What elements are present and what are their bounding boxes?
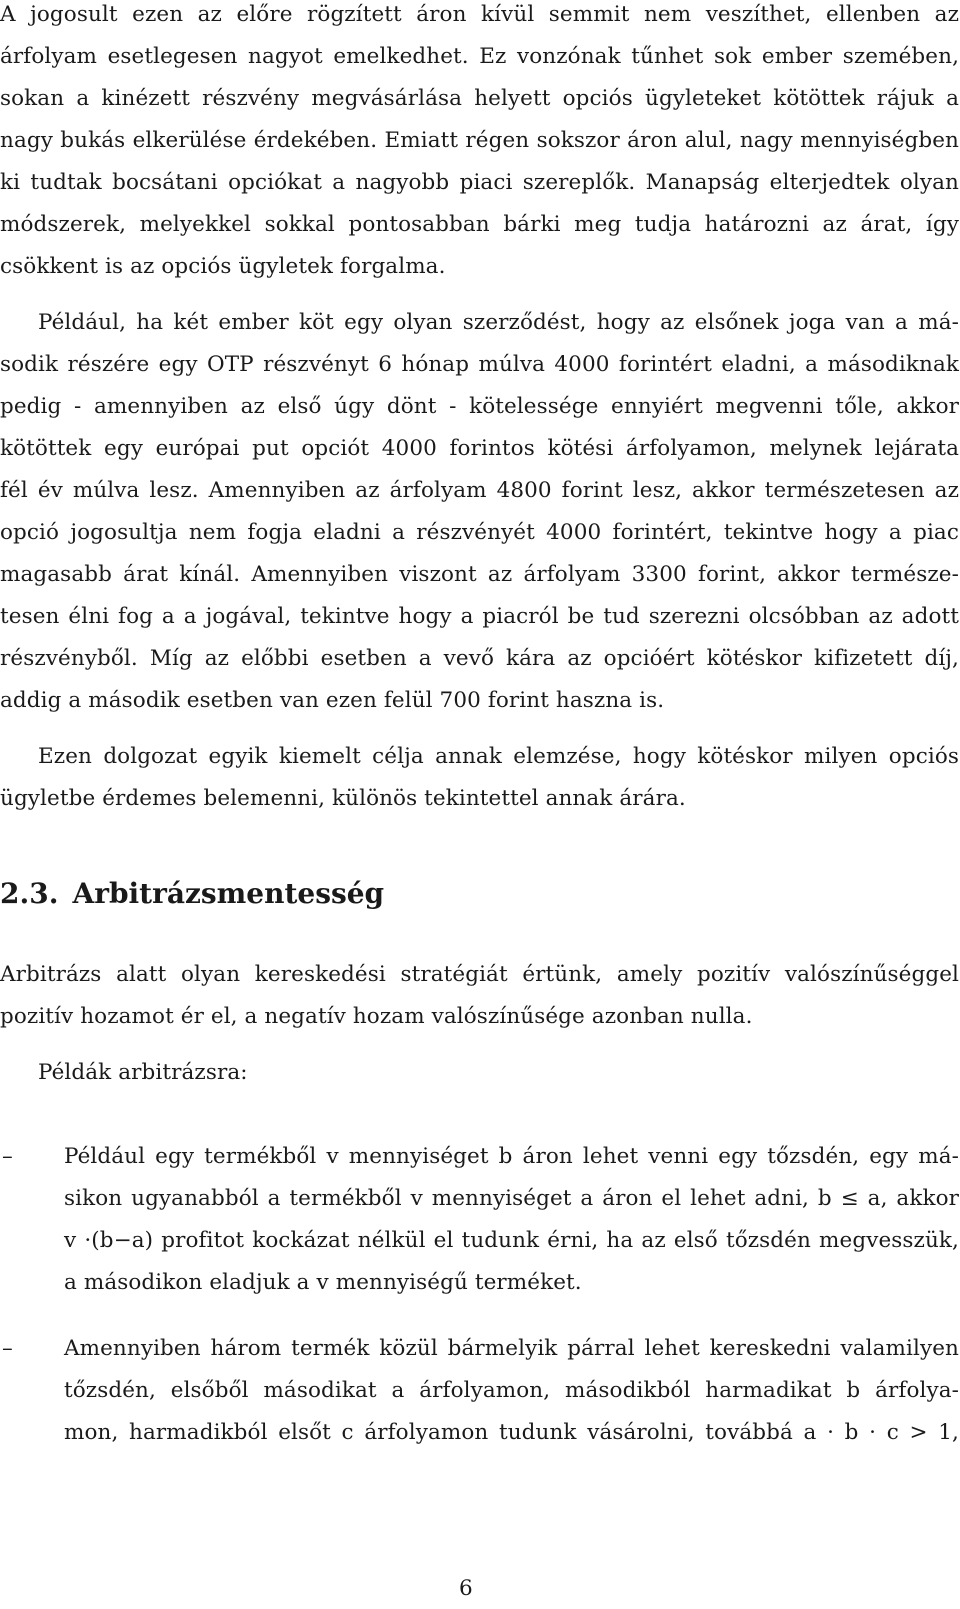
text-line: pedig - amennyiben az első úgy dönt - kötelessége ennyiért megvenni tőle, akkor [0, 394, 959, 419]
text-line: nagy bukás elkerülése érdekében. Emiatt régen sokszor áron alul, nagy mennyiségben [0, 128, 959, 153]
list-dash: – [2, 1336, 13, 1361]
text-line: Ezen dolgozat egyik kiemelt célja annak elemzése, hogy kötéskor milyen opciós [38, 744, 959, 769]
text-line: sikon ugyanabból a termékből v mennyiséget a áron el lehet adni, b ≤ a, akkor [64, 1186, 959, 1211]
section-number: 2.3. [0, 877, 59, 910]
text-line: ki tudtak bocsátani opciókat a nagyobb piaci szereplők. Manapság elterjedtek olyan [0, 170, 959, 195]
text-line: Arbitrázs alatt olyan kereskedési stratégiát értünk, amely pozitív valószínűséggel [0, 962, 959, 987]
text-line: tőzsdén, elsőből másodikat a árfolyamon, másodikból harmadikat b árfolya- [64, 1378, 959, 1403]
list-dash: – [2, 1144, 13, 1169]
text-line: A jogosult ezen az előre rögzített áron kívül semmit nem veszíthet, ellenben az [0, 2, 959, 27]
text-line: v ·(b−a) profitot kockázat nélkül el tudunk érni, ha az első tőzsdén megvesszük, [64, 1228, 959, 1253]
text-line: magasabb árat kínál. Amennyiben viszont az árfolyam 3300 forint, akkor természe- [0, 562, 959, 587]
text-line: Például, ha két ember köt egy olyan szerződést, hogy az elsőnek joga van a má- [38, 310, 959, 335]
section-title: Arbitrázsmentesség [72, 877, 385, 910]
text-line: ügyletbe érdemes belemenni, különös tekintettel annak árára. [0, 786, 686, 811]
text-line: kötöttek egy európai put opciót 4000 forintos kötési árfolyamon, melynek lejárata [0, 436, 959, 461]
text-line: opció jogosultja nem fogja eladni a részvényét 4000 forintért, tekintve hogy a piac [0, 520, 959, 545]
text-line: a másodikon eladjuk a v mennyiségű terméket. [64, 1270, 582, 1295]
text-line: részvényből. Míg az előbbi esetben a vevő kára az opcióért kötéskor kifizetett díj, [0, 646, 959, 671]
page-number: 6 [459, 1576, 473, 1601]
text-line: fél év múlva lesz. Amennyiben az árfolyam 4800 forint lesz, akkor természetesen az [0, 478, 959, 503]
text-line: Például egy termékből v mennyiséget b áron lehet venni egy tőzsdén, egy má- [64, 1144, 959, 1169]
text-line: Amennyiben három termék közül bármelyik párral lehet kereskedni valamilyen [64, 1336, 959, 1361]
examples-intro: Példák arbitrázsra: [38, 1060, 248, 1085]
section-heading [0, 877, 385, 910]
text-line: sokan a kinézett részvény megvásárlása helyett opciós ügyleteket kötöttek rájuk a [0, 86, 959, 111]
text-line: pozitív hozamot ér el, a negatív hozam valószínűsége azonban nulla. [0, 1004, 753, 1029]
text-line: árfolyam esetlegesen nagyot emelkedhet. Ez vonzónak tűnhet sok ember szemében, [0, 44, 959, 69]
text-line: sodik részére egy OTP részvényt 6 hónap múlva 4000 forintért eladni, a másodiknak [0, 352, 959, 377]
text-line: csökkent is az opciós ügyletek forgalma. [0, 254, 446, 279]
text-line: tesen élni fog a a jogával, tekintve hogy a piacról be tud szerezni olcsóbban az adott [0, 604, 959, 629]
text-line: addig a második esetben van ezen felül 700 forint haszna is. [0, 688, 665, 713]
text-line: módszerek, melyekkel sokkal pontosabban bárki meg tudja határozni az árat, így [0, 212, 959, 237]
text-line: mon, harmadikból elsőt c árfolyamon tudunk vásárolni, továbbá a · b · c > 1, [64, 1420, 959, 1445]
